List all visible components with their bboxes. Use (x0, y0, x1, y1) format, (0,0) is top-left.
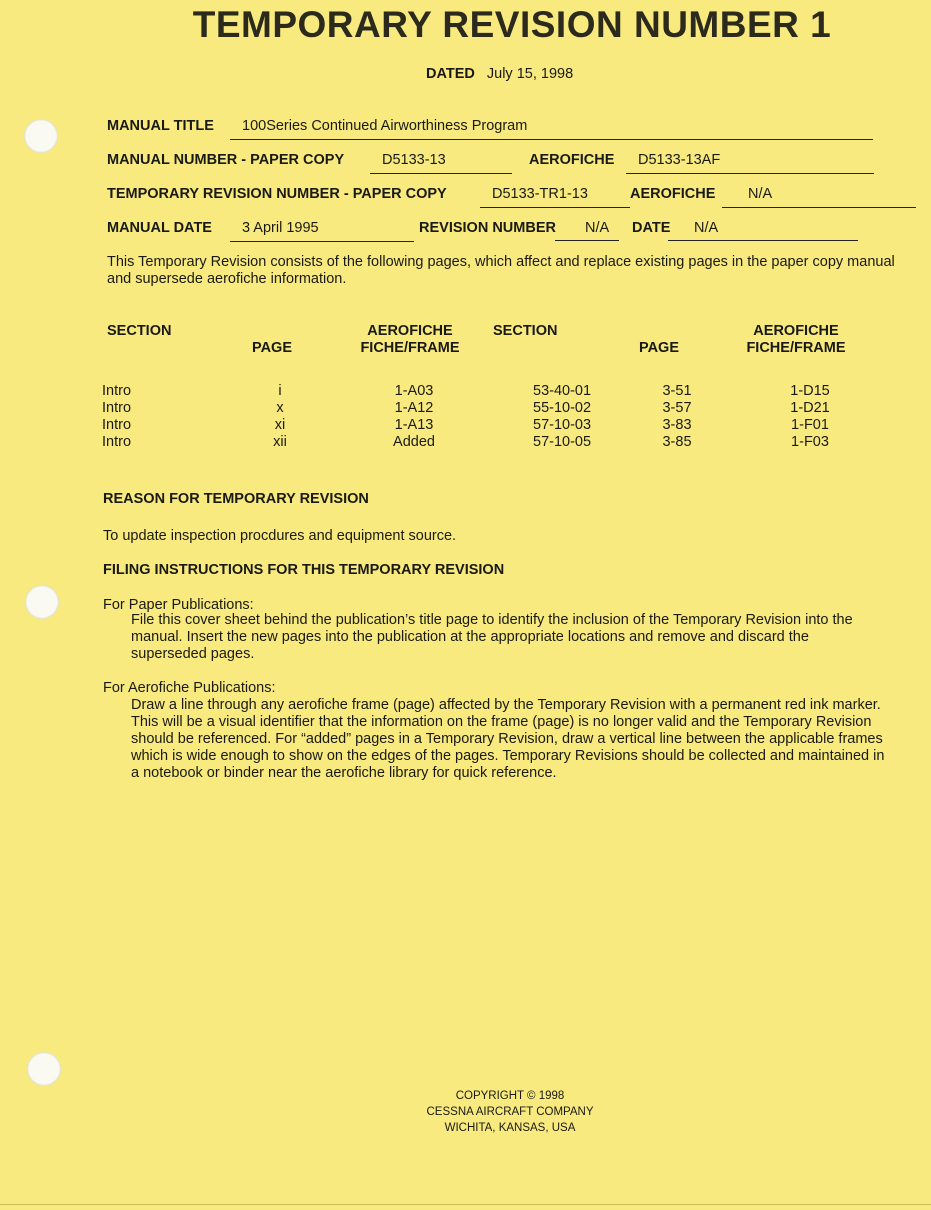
table-cell: 55-10-02 (533, 400, 592, 416)
tr-number-label: TEMPORARY REVISION NUMBER - PAPER COPY (107, 186, 447, 202)
table-cell: 1-A03 (394, 383, 434, 399)
manual-date-label: MANUAL DATE (107, 220, 212, 236)
copyright-block (400, 1088, 620, 1136)
reason-heading: REASON FOR TEMPORARY REVISION (103, 491, 369, 507)
manual-title-value: 100Series Continued Airworthiness Program (230, 118, 873, 140)
table-cell: x (276, 400, 284, 416)
document-title: TEMPORARY REVISION NUMBER 1 (192, 4, 832, 45)
table-cell: 3-51 (662, 383, 692, 399)
header-aerofiche-left: AEROFICHE FICHE/FRAME (360, 323, 460, 356)
company-location: WICHITA, KANSAS, USA (444, 1122, 576, 1134)
aerofiche-publications-label: For Aerofiche Publications: (103, 680, 276, 696)
dated-label: DATED (426, 66, 475, 82)
tr-number-aero-value: N/A (722, 186, 916, 208)
table-cell: Intro (102, 434, 132, 450)
binder-hole-bottom (27, 1052, 61, 1086)
page-bottom-edge (0, 1204, 931, 1205)
header-section-left: SECTION (107, 323, 172, 339)
filing-heading: FILING INSTRUCTIONS FOR THIS TEMPORARY REVISION (103, 562, 505, 578)
table-cell: 1-A12 (394, 400, 434, 416)
table-cell: i (278, 383, 282, 399)
intro-paragraph: This Temporary Revision consists of the following pages, which affect and replace existing pages in the paper copy manual and supersede aerofiche information. (107, 254, 895, 287)
table-cell: 57-10-05 (533, 434, 592, 450)
manual-number-label: MANUAL NUMBER - PAPER COPY (107, 152, 345, 168)
revision-number-label: REVISION NUMBER (419, 220, 556, 236)
table-cell: 1-D15 (790, 383, 830, 399)
table-cell: 53-40-01 (533, 383, 592, 399)
manual-title-label: MANUAL TITLE (107, 118, 214, 134)
binder-hole-top (24, 119, 58, 153)
tr-number-value: D5133-TR1-13 (480, 186, 630, 208)
revision-number-value: N/A (555, 220, 619, 241)
header-page-right: PAGE (638, 340, 680, 356)
table-cell: 3-83 (662, 417, 692, 433)
binder-hole-middle (25, 585, 59, 619)
aerofiche-publications-text: Draw a line through any aerofiche frame (page) affected by the Temporary Revision with a permanent red ink marker. This will be a visual identifier that the information on the frame (page) is no longer valid and the Temporary Revision should be referenced. For “added” pages in a Temporary Revision, draw a vertical line between the applicable frames which is wide enough to show on the edges of the pages. Temporary Revisions should be collected and maintained in a notebook or binder near the aerofiche library for quick reference. (131, 697, 885, 781)
table-cell: Intro (102, 400, 132, 416)
date-value: N/A (668, 220, 858, 241)
dated-line (426, 66, 573, 82)
table-cell: Added (393, 434, 435, 450)
table-cell: 57-10-03 (533, 417, 592, 433)
paper-publications-label: For Paper Publications: (103, 597, 254, 613)
company-name: CESSNA AIRCRAFT COMPANY (426, 1106, 594, 1118)
table-cell: xi (274, 417, 286, 433)
manual-number-aero-value: D5133-13AF (626, 152, 874, 174)
manual-date-value: 3 April 1995 (230, 220, 414, 242)
table-cell: xii (273, 434, 287, 450)
table-cell: 3-85 (662, 434, 692, 450)
reason-text: To update inspection procdures and equipment source. (103, 528, 457, 544)
dated-value: July 15, 1998 (486, 66, 574, 82)
table-cell: 1-A13 (394, 417, 434, 433)
header-section-right: SECTION (493, 323, 558, 339)
tr-number-aero-label: AEROFICHE (630, 186, 716, 202)
paper-publications-text: File this cover sheet behind the publication’s title page to identify the inclusion of the Temporary Revision into the manual. Insert the new pages into the publication at the appropriate locations and remove and discard the superseded pages. (131, 612, 853, 662)
date-label: DATE (632, 220, 671, 236)
manual-number-aero-label: AEROFICHE (529, 152, 615, 168)
manual-number-value: D5133-13 (370, 152, 512, 174)
header-aerofiche-right: AEROFICHE FICHE/FRAME (746, 323, 846, 356)
table-cell: 3-57 (662, 400, 692, 416)
table-cell: 1-D21 (790, 400, 830, 416)
header-page-left: PAGE (251, 340, 293, 356)
copyright-line: COPYRIGHT © 1998 (455, 1090, 565, 1102)
table-cell: Intro (102, 417, 132, 433)
table-cell: 1-F03 (791, 434, 829, 450)
table-cell: Intro (102, 383, 132, 399)
table-cell: 1-F01 (791, 417, 829, 433)
